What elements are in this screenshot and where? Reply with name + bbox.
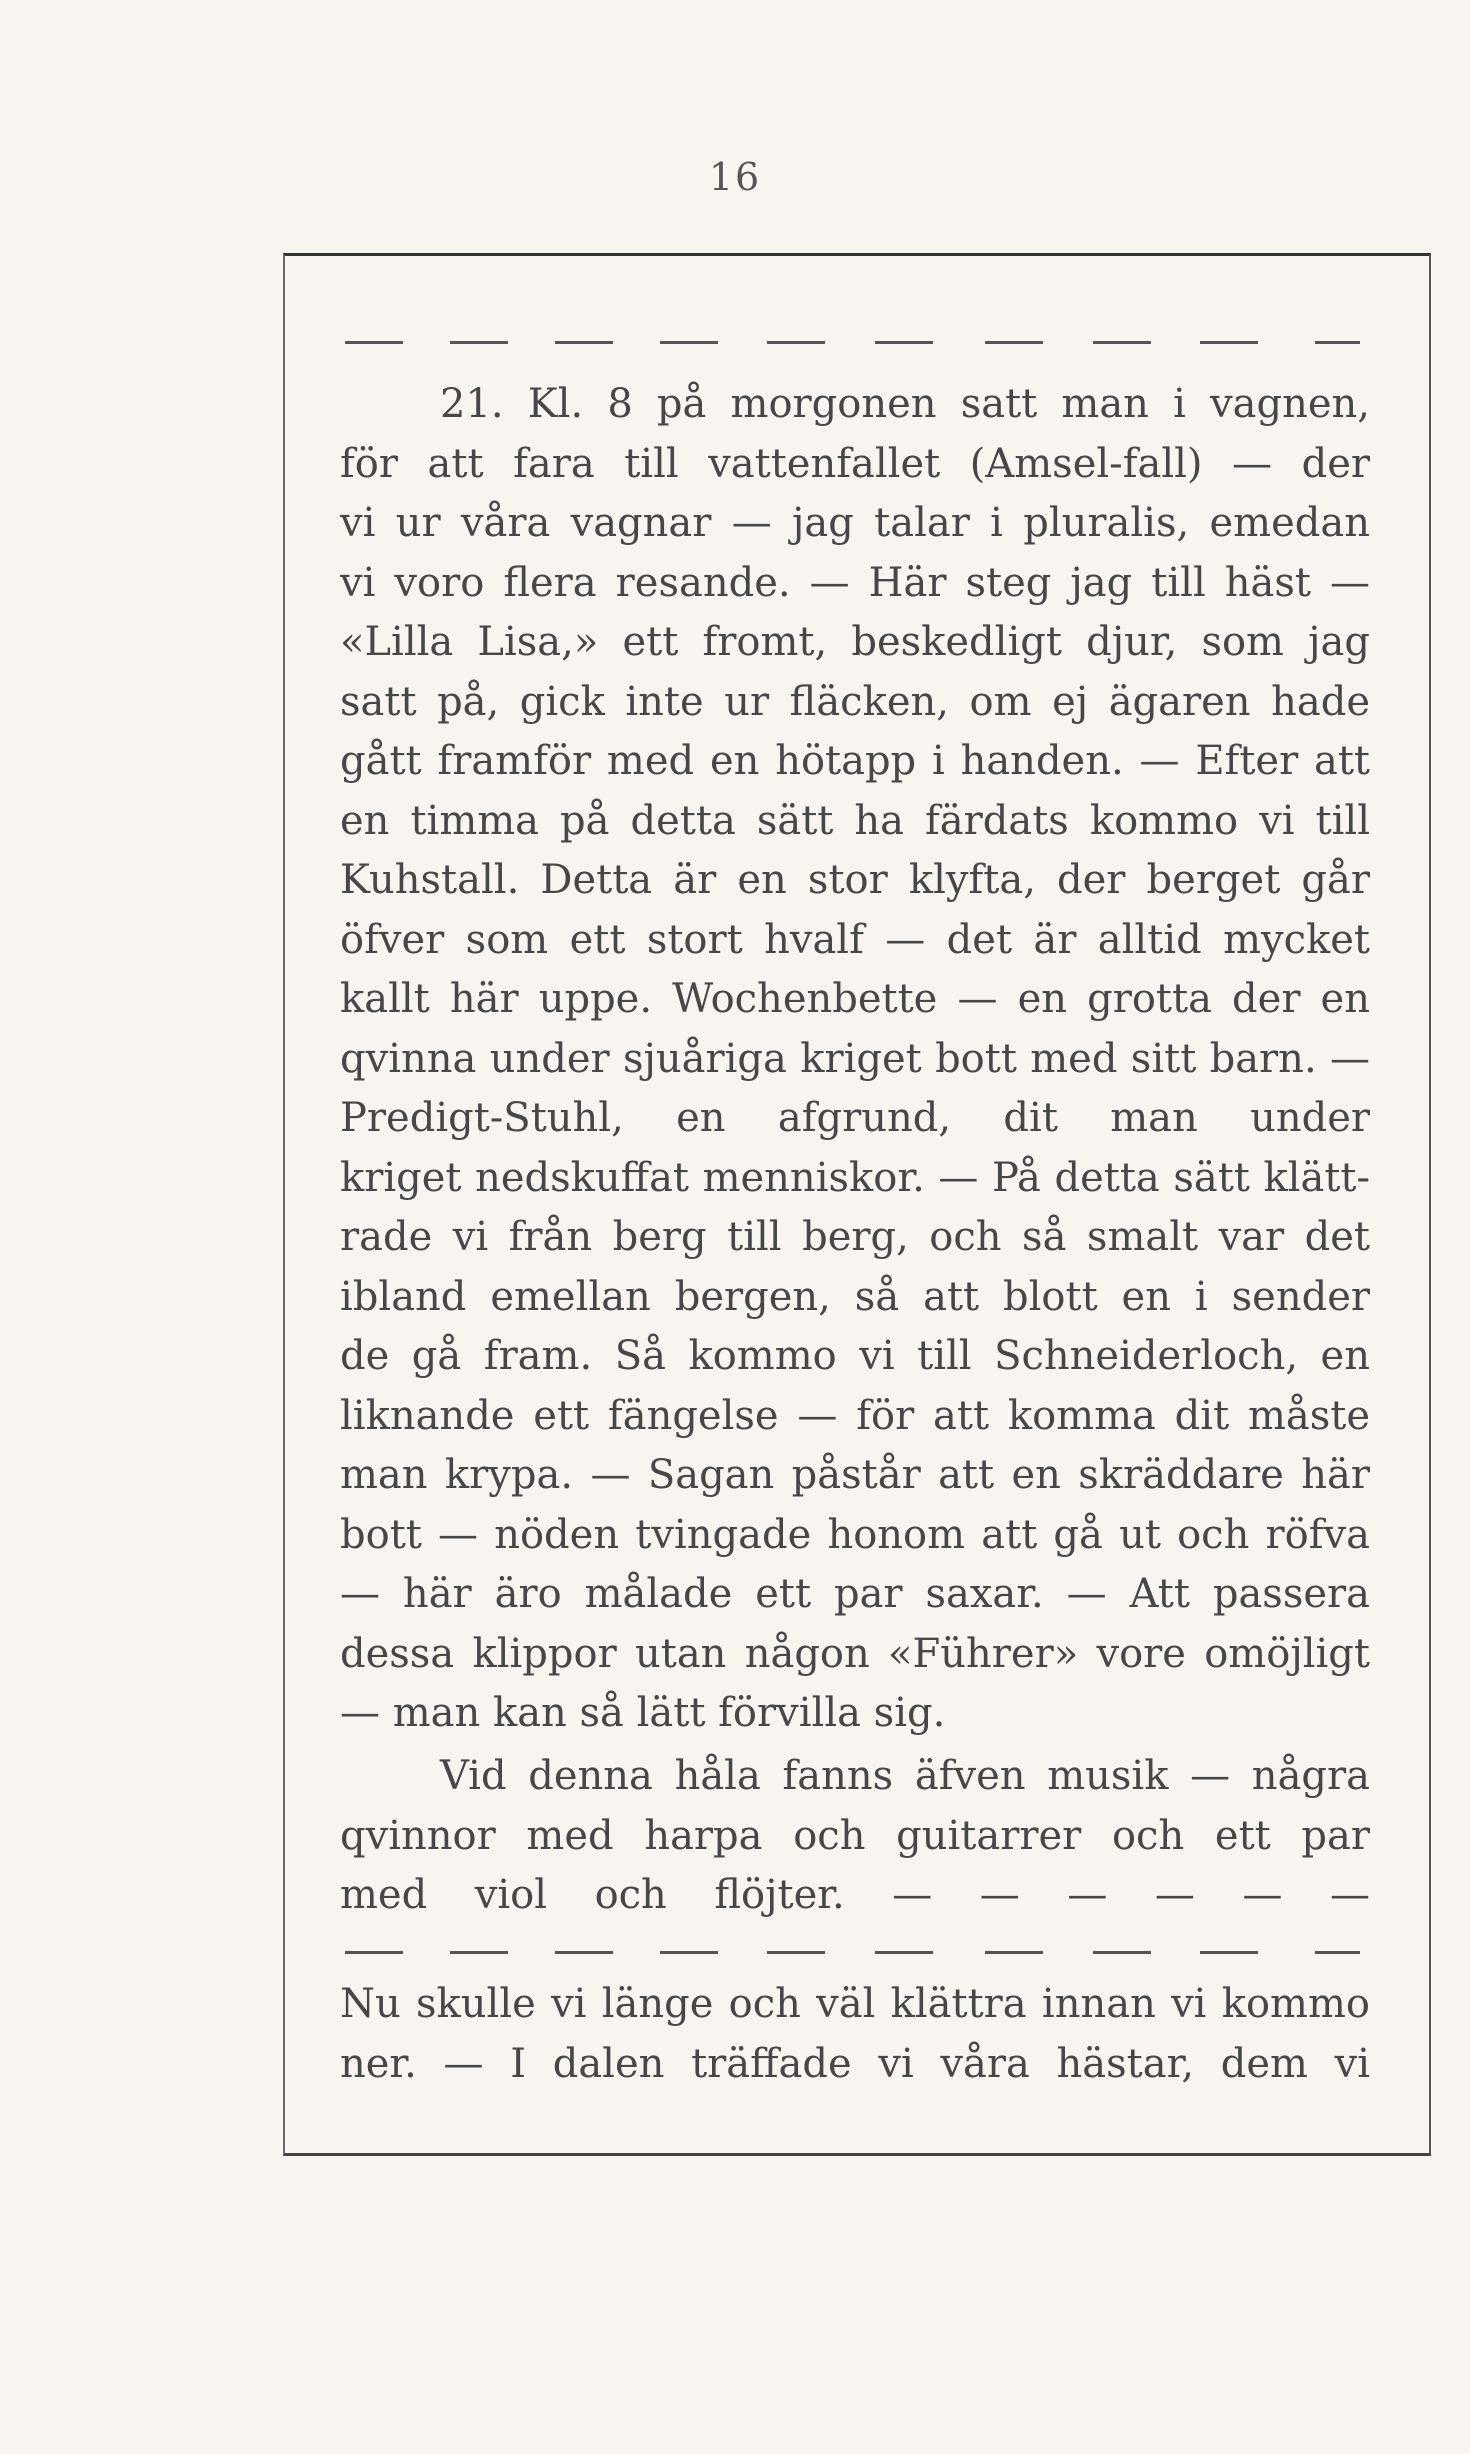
text-line: — här äro målade ett par saxar. — Att passera — [340, 1571, 1370, 1617]
text-line: liknande ett fängelse — för att komma dit måste — [340, 1392, 1370, 1439]
text-line: dessa klippor utan någon «Führer» vore omöjligt — [340, 1630, 1370, 1677]
dash-separator-middle — [285, 1951, 1429, 1955]
text-line: Kuhstall. Detta är en stor klyfta, der berget går — [340, 857, 1370, 903]
paragraph-2 — [340, 1747, 1370, 1926]
dash-separator-top — [285, 341, 1429, 345]
text-line: kallt här uppe. Wochenbette — en grotta der en — [340, 976, 1370, 1022]
text-line: för att fara till vattenfallet (Amsel-fall) — der — [340, 440, 1370, 487]
text-line: bott — nöden tvingade honom att gå ut och röfva — [340, 1511, 1370, 1558]
text-line: rade vi från berg till berg, och så smalt var det — [340, 1214, 1370, 1260]
text-line: med viol och flöjter. — — — — — — — [340, 1872, 1370, 1918]
text-line: satt på, gick inte ur fläcken, om ej ägaren hade — [340, 678, 1370, 725]
text-line: qvinnor med harpa och guitarrer och ett par — [340, 1812, 1370, 1859]
text-line: öfver som ett stort hvalf — det är alltid mycket — [340, 916, 1370, 963]
text-line: Nu skulle vi länge och väl klättra innan vi kommo — [340, 1981, 1370, 2027]
text-line: ibland emellan bergen, så att blott en i sender — [340, 1273, 1370, 1320]
text-line: man krypa. — Sagan påstår att en skräddare här — [340, 1452, 1370, 1498]
text-line: kriget nedskuffat menniskor. — På detta sätt klätt- — [340, 1154, 1370, 1201]
text-line: qvinna under sjuåriga kriget bott med sitt barn. — — [340, 1035, 1370, 1082]
text-line: Vid denna håla fanns äfven musik — några — [440, 1753, 1370, 1799]
text-line: «Lilla Lisa,» ett fromt, beskedligt djur, som jag — [340, 619, 1370, 665]
text-line: 21. Kl. 8 på morgonen satt man i vagnen, — [440, 381, 1370, 427]
paragraph-1 — [340, 375, 1370, 1744]
text-line: de gå fram. Så kommo vi till Schneiderloch, en — [340, 1333, 1370, 1379]
text-line: vi ur våra vagnar — jag talar i pluralis, emedan — [340, 500, 1370, 546]
text-line: vi voro flera resande. — Här steg jag till häst — — [340, 559, 1370, 606]
paragraph-3 — [340, 1975, 1370, 2094]
text-line: gått framför med en hötapp i handen. — Efter att — [340, 738, 1370, 784]
text-line: en timma på detta sätt ha färdats kommo vi till — [340, 797, 1370, 844]
page-number: 16 — [708, 155, 762, 199]
text-line: ner. — I dalen träffade vi våra hästar, dem vi — [340, 2040, 1370, 2087]
text-line: Predigt-Stuhl, en afgrund, dit man under — [340, 1095, 1370, 1141]
text-line: — man kan så lätt förvilla sig. — [340, 1690, 946, 1736]
